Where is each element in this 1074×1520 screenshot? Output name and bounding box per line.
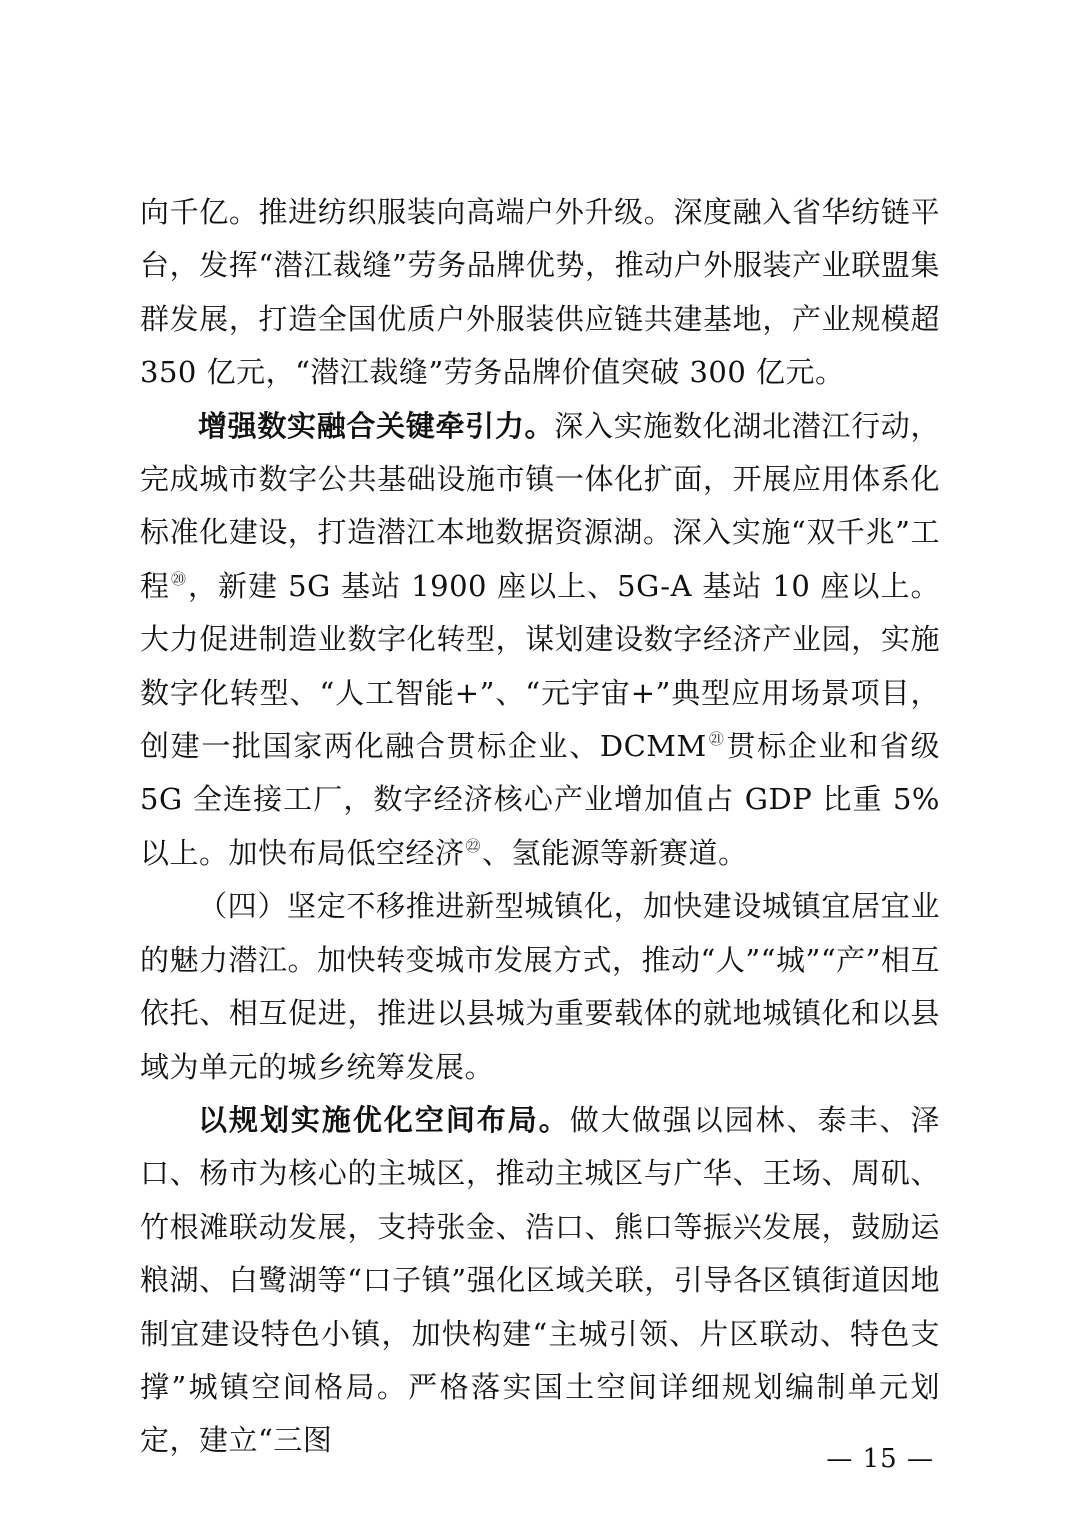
paragraph-text: 深入实施数化湖北潜江行动，完成城市数字公共基础设施市镇一体化扩面，开展应用体系化标准化建设，打造潜江本地数据资源湖。深入实施“双千兆”工程 — [140, 408, 940, 603]
paragraph-text: 做大做强以园林、泰丰、泽口、杨市为核心的主城区，推动主城区与广华、王场、周矶、竹根滩联动发展，支持张金、浩口、熊口等振兴发展，鼓励运粮湖、白鹭湖等“口子镇”强化区域关联，引导各区镇街道因地制宜建设特色小镇，加快构建“主城引领、片区联动、特色支撑”城镇空间格局。严格落实国土空间详细规划编制单元划定，建立“三图 — [140, 1102, 940, 1458]
paragraph-text: ，新建 5G 基站 1900 座以上、5G-A 基站 10 座以上。大力促进制造业数字化转型，谋划建设数字经济产业园，实施数字化转型、“人工智能+”、“元宇宙+”典型应用场景项目，创建一批国家两化融合贯标企业、DCMM — [140, 568, 940, 764]
paragraph-text: 贯标企业和省级 5G 全连接工厂，数字经济核心产业增加值占 GDP 比重 5%以上。加快布局低空经济 — [140, 729, 940, 870]
paragraph-textile-upgrade — [140, 186, 940, 400]
paragraph-text: 、氢能源等新赛道。 — [482, 835, 748, 870]
footnote-marker: ㉒ — [465, 836, 482, 855]
paragraph-heading: 增强数实融合关键牵引力。 — [198, 408, 555, 443]
paragraph-text: 向千亿。推进纺织服装向高端户外升级。深度融入省华纺链平台，发挥“潜江裁缝”劳务品牌优势，推动户外服装产业联盟集群发展，打造全国优质户外服装供应链共建基地，产业规模超 350 亿元，“潜江裁缝”劳务品牌价值突破 300 亿元。 — [140, 195, 940, 390]
page-number: — 15 — — [826, 1444, 934, 1474]
paragraph-urbanization — [140, 880, 940, 1094]
paragraph-digital-integration — [140, 400, 940, 881]
footnote-marker: ⑳ — [171, 569, 187, 588]
document-body — [140, 186, 940, 1468]
paragraph-heading: 以规划实施优化空间布局。 — [198, 1102, 570, 1137]
footnote-marker: ㉑ — [707, 730, 726, 749]
paragraph-spatial-layout — [140, 1094, 940, 1468]
paragraph-text: （四）坚定不移推进新型城镇化，加快建设城镇宜居宜业的魅力潜江。加快转变城市发展方式，推动“人”“城”“产”相互依托、相互促进，推进以县城为重要载体的就地城镇化和以县域为单元的城乡统筹发展。 — [140, 889, 940, 1084]
